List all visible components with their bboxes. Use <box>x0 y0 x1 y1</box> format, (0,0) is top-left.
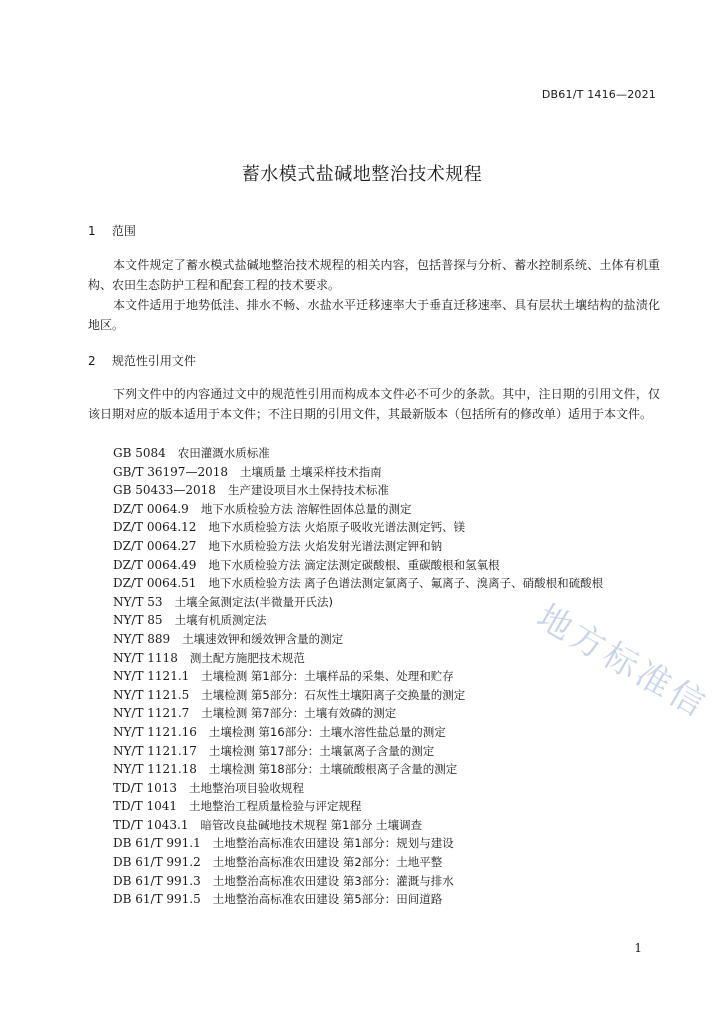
reference-name: 地下水质检验方法 火焰发射光谱法测定钾和钠 <box>208 538 443 553</box>
reference-item <box>113 667 603 686</box>
reference-name: 土地整治高标准农田建设 第2部分：土地平整 <box>212 855 443 870</box>
reference-item <box>113 853 603 872</box>
reference-list <box>113 444 603 909</box>
reference-name: 土地整治高标准农田建设 第5部分：田间道路 <box>212 892 443 907</box>
reference-item <box>113 723 603 742</box>
reference-code: DZ/T 0064.27 <box>113 538 197 553</box>
reference-name: 土壤有机质测定法 <box>174 613 267 628</box>
reference-item <box>113 500 603 519</box>
reference-item <box>113 574 603 593</box>
document-code: DB61/T 1416—2021 <box>541 88 656 101</box>
reference-item <box>113 760 603 779</box>
section-1-heading <box>88 222 136 239</box>
scope-paragraph-1: 本文件规定了蓄水模式盐碱地整治技术规程的相关内容，包括普探与分析、蓄水控制系统、土体有机重构、农田生态防护工程和配套工程的技术要求。 <box>88 258 660 292</box>
reference-name: 土地整治高标准农田建设 第1部分：规划与建设 <box>212 836 454 851</box>
reference-name: 生产建设项目水土保持技术标准 <box>227 483 389 498</box>
reference-code: NY/T 889 <box>113 631 171 646</box>
reference-item <box>113 444 603 463</box>
page-title: 蓄水模式盐碱地整治技术规程 <box>241 164 483 185</box>
section-1-number: 1 <box>88 224 96 238</box>
reference-item <box>113 797 603 816</box>
reference-item <box>113 742 603 761</box>
reference-code: NY/T 85 <box>113 613 163 628</box>
reference-name: 土壤全氮测定法(半微量开氏法) <box>174 594 334 609</box>
section-2-number: 2 <box>88 354 96 368</box>
reference-code: GB/T 36197—2018 <box>113 464 228 479</box>
section-2-heading <box>88 352 196 369</box>
reference-code: DB 61/T 991.2 <box>113 855 201 870</box>
reference-code: TD/T 1013 <box>113 780 178 795</box>
reference-code: DZ/T 0064.9 <box>113 501 189 516</box>
reference-item <box>113 556 603 575</box>
reference-item <box>113 463 603 482</box>
reference-item <box>113 518 603 537</box>
reference-code: GB 5084 <box>113 446 166 460</box>
reference-name: 土壤检测 第16部分：土壤水溶性盐总量的测定 <box>208 724 446 739</box>
reference-code: TD/T 1043.1 <box>113 817 189 832</box>
reference-item <box>113 611 603 630</box>
reference-name: 土地整治高标准农田建设 第3部分：灌溉与排水 <box>212 873 454 888</box>
reference-code: NY/T 1121.17 <box>113 743 197 758</box>
reference-item <box>113 649 603 668</box>
reference-item <box>113 593 603 612</box>
reference-code: NY/T 1118 <box>113 650 178 665</box>
reference-name: 测土配方施肥技术规范 <box>189 650 305 665</box>
reference-code: DZ/T 0064.49 <box>113 557 197 572</box>
reference-code: NY/T 1121.5 <box>113 687 190 702</box>
reference-code: NY/T 1121.1 <box>113 669 190 684</box>
reference-name: 农田灌溉水质标准 <box>177 446 270 460</box>
section-2-title: 规范性引用文件 <box>111 354 196 368</box>
reference-name: 地下水质检验方法 溶解性固体总量的测定 <box>200 501 412 516</box>
reference-code: DB 61/T 991.5 <box>113 892 201 907</box>
reference-item <box>113 834 603 853</box>
reference-name: 暗管改良盐碱地技术规程 第1部分 土壤调查 <box>200 817 423 832</box>
section-1-title: 范围 <box>111 224 136 238</box>
reference-name: 土壤速效钾和缓效钾含量的测定 <box>182 631 344 646</box>
reference-name: 土壤检测 第7部分：土壤有效磷的测定 <box>201 706 397 721</box>
reference-name: 土壤检测 第17部分：土壤氯离子含量的测定 <box>208 743 435 758</box>
reference-item <box>113 816 603 835</box>
reference-name: 地下水质检验方法 离子色谱法测定氯离子、氟离子、溴离子、硝酸根和硫酸根 <box>208 576 604 591</box>
reference-item <box>113 872 603 891</box>
references-intro: 下列文件中的内容通过文中的规范性引用而构成本文件必不可少的条款。其中，注日期的引用文件，仅该日期对应的版本适用于本文件；不注日期的引用文件，其最新版本（包括所有的修改单）适用于本文件。 <box>88 387 660 421</box>
reference-code: NY/T 1121.7 <box>113 706 190 721</box>
reference-item <box>113 779 603 798</box>
reference-item <box>113 481 603 500</box>
reference-item <box>113 890 603 909</box>
reference-name: 地下水质检验方法 滴定法测定碳酸根、重碳酸根和氢氧根 <box>208 557 500 572</box>
reference-name: 土壤检测 第1部分：土壤样品的采集、处理和贮存 <box>201 669 454 684</box>
reference-name: 土壤检测 第5部分：石灰性土壤阳离子交换量的测定 <box>201 687 466 702</box>
reference-code: DB 61/T 991.3 <box>113 873 201 888</box>
reference-item <box>113 537 603 556</box>
reference-item <box>113 686 603 705</box>
reference-code: DZ/T 0064.51 <box>113 576 197 591</box>
reference-name: 土地整治项目验收规程 <box>189 780 305 795</box>
reference-item <box>113 704 603 723</box>
reference-code: TD/T 1041 <box>113 799 178 814</box>
reference-code: NY/T 53 <box>113 594 163 609</box>
reference-code: NY/T 1121.18 <box>113 762 197 777</box>
reference-name: 地下水质检验方法 火焰原子吸收光谱法测定钙、镁 <box>208 520 466 535</box>
scope-paragraph-2: 本文件适用于地势低洼、排水不畅、水盐水平迁移速率大于垂直迁移速率、具有层状土壤结构的盐渍化地区。 <box>88 298 660 332</box>
reference-code: DB 61/T 991.1 <box>113 836 201 851</box>
reference-name: 土壤质量 土壤采样技术指南 <box>239 464 382 479</box>
reference-name: 土地整治工程质量检验与评定规程 <box>189 799 362 814</box>
reference-code: NY/T 1121.16 <box>113 724 197 739</box>
reference-code: GB 50433—2018 <box>113 483 216 498</box>
reference-code: DZ/T 0064.12 <box>113 520 197 535</box>
watermark: 地方标准信 <box>530 596 715 727</box>
page-number: 1 <box>634 941 642 955</box>
reference-name: 土壤检测 第18部分：土壤硫酸根离子含量的测定 <box>208 762 458 777</box>
